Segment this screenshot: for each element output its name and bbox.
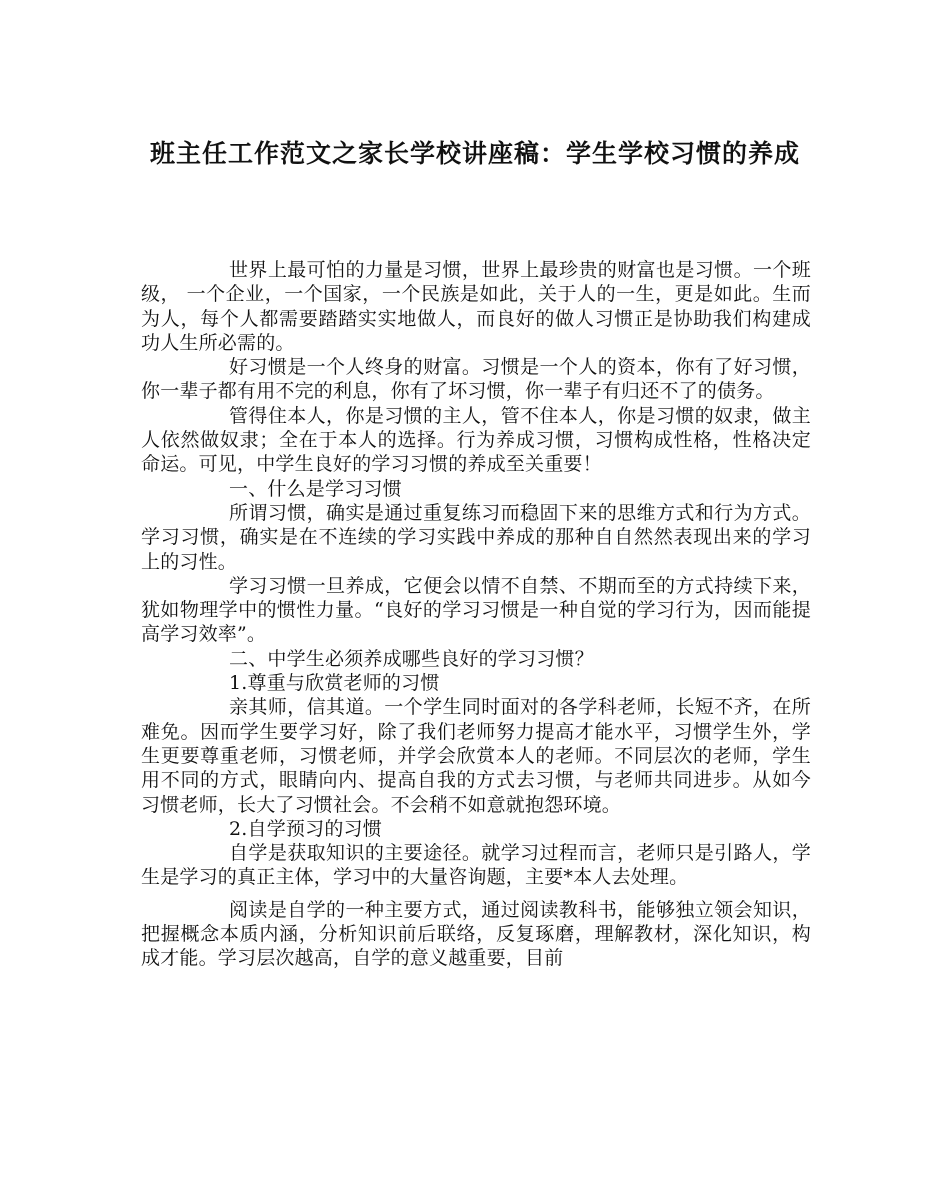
document-body xyxy=(141,258,811,971)
paragraph-definition: 所谓习惯，确实是通过重复练习而稳固下来的思维方式和行为方式。学习习惯，确实是在不连续的学习实践中养成的那种自自然然表现出来的学习上的习性。 xyxy=(141,501,811,573)
paragraph-reading: 阅读是自学的一种主要方式，通过阅读教科书，能够独立领会知识，把握概念本质内涵，分析知识前后联络，反复琢磨，理解教材，深化知识，构成才能。学习层次越高，自学的意义越重要，目前 xyxy=(141,898,811,970)
section-heading-what-is-habit: 一、什么是学习习惯 xyxy=(229,477,402,500)
paragraph-intro: 世界上最可怕的力量是习惯，世界上最珍贵的财富也是习惯。一个班级， 一个企业，一个国家，一个民族是如此，关于人的一生，更是如此。生而为人，每个人都需要踏踏实实地做人，而良好的做人习惯正是协助我们构建成功人生所必需的。 xyxy=(141,259,811,354)
subheading-self-study: 2.自学预习的习惯 xyxy=(229,817,382,840)
paragraph-inertia: 学习习惯一旦养成，它便会以情不自禁、不期而至的方式持续下来，犹如物理学中的惯性力量。“良好的学习习惯是一种自觉的学习行为，因而能提高学习效率”。 xyxy=(141,574,811,646)
subheading-respect-teachers: 1.尊重与欣赏老师的习惯 xyxy=(229,672,440,695)
document-title: 班主任工作范文之家长学校讲座稿：学生学校习惯的养成 xyxy=(149,139,800,168)
paragraph-master-or-slave: 管得住本人，你是习惯的主人，管不住本人，你是习惯的奴隶，做主人依然做奴隶；全在于本人的选择。行为养成习惯，习惯构成性格，性格决定命运。可见，中学生良好的学习习惯的养成至关重要！ xyxy=(141,404,811,476)
paragraph-self-study: 自学是获取知识的主要途径。就学习过程而言，老师只是引路人，学生是学习的真正主体，学习中的大量咨询题，主要*本人去处理。 xyxy=(141,842,811,889)
paragraph-respect-teachers: 亲其师，信其道。一个学生同时面对的各学科老师，长短不齐，在所难免。因而学生要学习好，除了我们老师努力提高才能水平，习惯学生外，学生更要尊重老师，习惯老师，并学会欣赏本人的老师。不同层次的老师，学生用不同的方式，眼睛向内、提高自我的方式去习惯，与老师共同进步。从如今习惯老师，长大了习惯社会。不会稍不如意就抱怨环境。 xyxy=(141,696,811,816)
paragraph-good-habit: 好习惯是一个人终身的财富。习惯是一个人的资本，你有了好习惯，你一辈子都有用不完的利息，你有了坏习惯，你一辈子有归还不了的债务。 xyxy=(141,356,811,403)
section-heading-which-habits: 二、中学生必须养成哪些良好的学习习惯？ xyxy=(229,647,594,670)
